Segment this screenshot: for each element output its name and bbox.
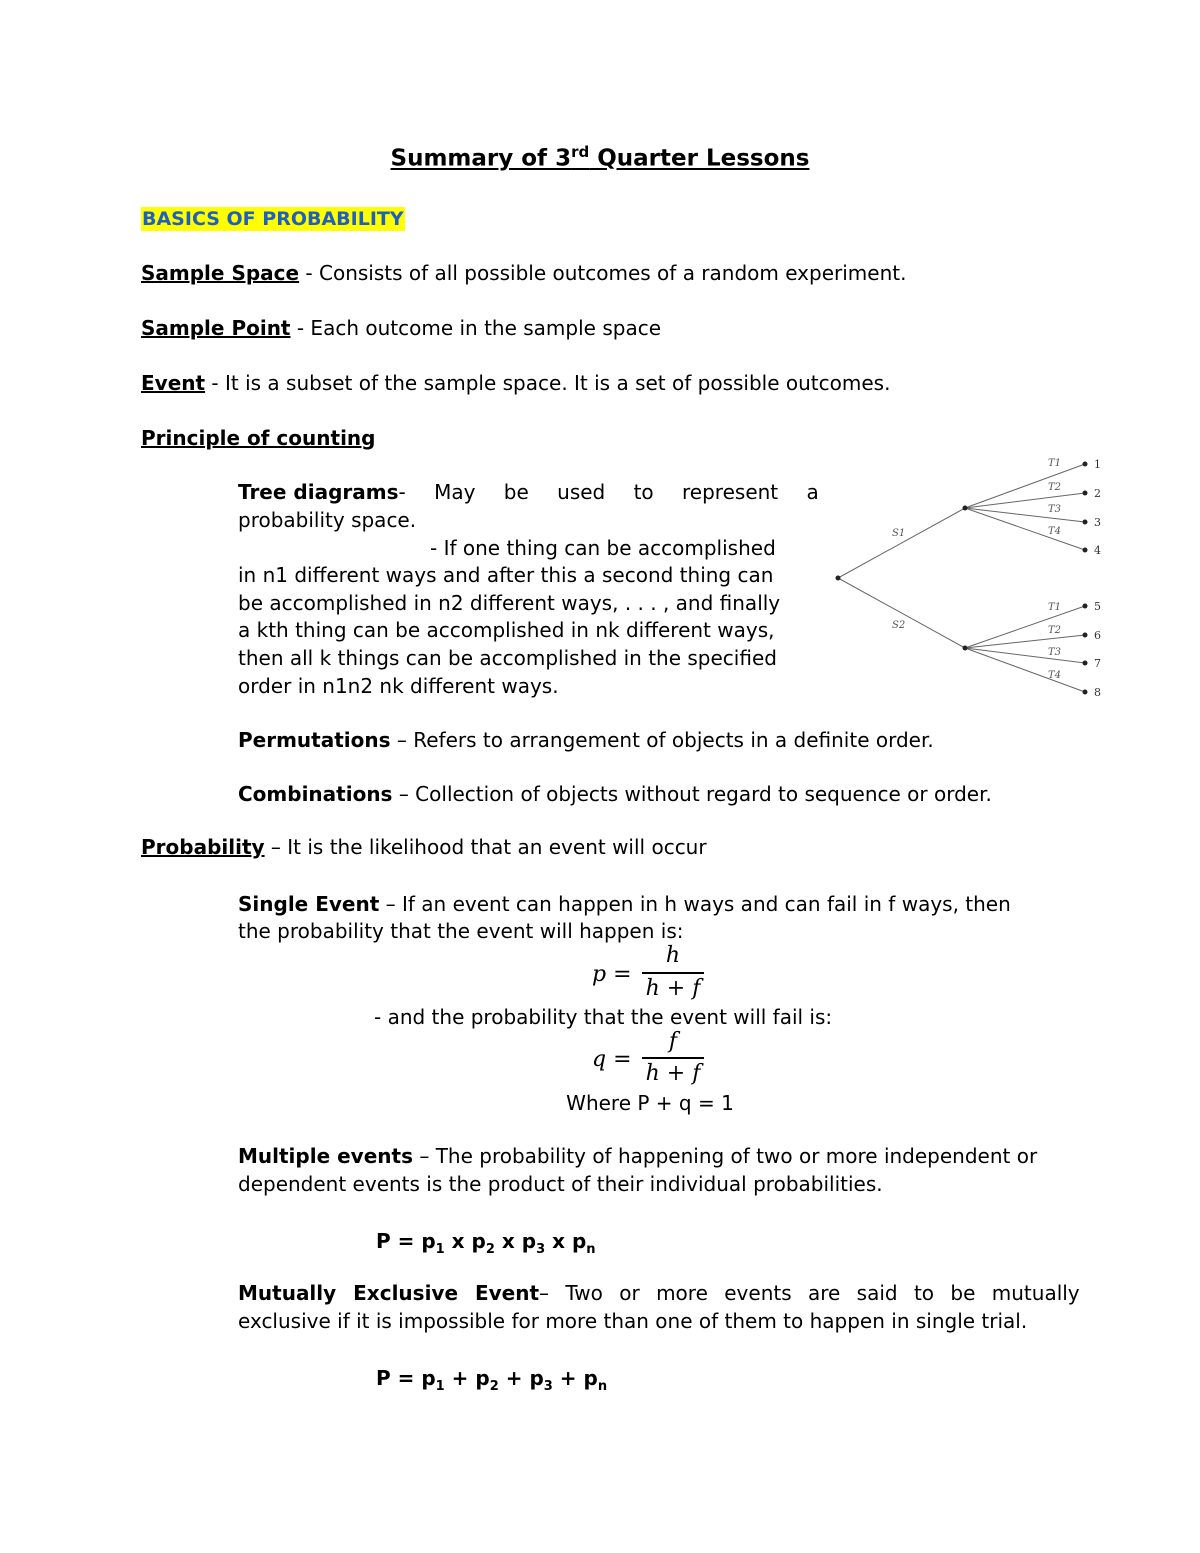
- tree-line4: in n1 different ways and after this a second thing can: [238, 563, 774, 587]
- principle-of-counting-heading: Principle of counting: [141, 426, 376, 450]
- permutations-definition: [238, 726, 934, 754]
- sub-label-t2-bottom: T2: [1048, 625, 1062, 636]
- leaf-label-2: 2: [1094, 487, 1101, 500]
- combinations-definition: [238, 780, 992, 808]
- mutually-exclusive-line1: [238, 1279, 1080, 1307]
- sample-space-text: - Consists of all possible outcomes of a random experiment.: [299, 261, 907, 285]
- p-formula-denominator: h + f: [645, 976, 701, 1001]
- leaf-label-4: 4: [1094, 544, 1101, 557]
- sample-point-definition: [141, 316, 661, 340]
- sample-point-text: - Each outcome in the sample space: [290, 316, 661, 340]
- probability-definition: [141, 835, 707, 859]
- probability-text: – It is the likelihood that an event will occur: [264, 835, 707, 859]
- event-definition: [141, 371, 890, 395]
- p-fraction-bar: [642, 972, 704, 974]
- q-formula-lhs: q =: [592, 1047, 632, 1072]
- multiple-events-formula: $P = p_1$ x $p_2$ x $p_3$ x $p_n$: [376, 1229, 596, 1257]
- term-sample-point: Sample Point: [141, 316, 291, 340]
- tree-line1-text: - May be used to represent a: [398, 480, 819, 504]
- q-formula-numerator: f: [668, 1029, 678, 1054]
- tree-line5: be accomplished in n2 different ways, . . . , and finally: [238, 591, 781, 615]
- permutations-text: – Refers to arrangement of objects in a definite order.: [390, 728, 934, 752]
- term-mutually-exclusive-event: Mutually Exclusive Event: [238, 1281, 540, 1305]
- q-formula-denominator: h + f: [645, 1061, 701, 1086]
- leaf-label-8: 8: [1094, 686, 1101, 699]
- tree-line7: then all k things can be accomplished in the specified: [238, 646, 777, 670]
- leaf-label-5: 5: [1094, 600, 1101, 613]
- fail-text: - and the probability that the event will fail is:: [374, 1005, 833, 1029]
- leaf-label-6: 6: [1094, 629, 1101, 642]
- sub-label-t4-bottom: T4: [1048, 670, 1062, 681]
- q-fraction-bar: [642, 1057, 704, 1059]
- tree-line2: probability space.: [238, 508, 417, 532]
- sub-label-t1-bottom: T1: [1048, 602, 1062, 613]
- branch-label-s2: S2: [892, 620, 906, 631]
- sub-label-t3-bottom: T3: [1048, 647, 1062, 658]
- term-multiple-events: Multiple events: [238, 1144, 413, 1168]
- mutually-exclusive-formula: $P = p_1 + p_2 + p_3 + p_n$: [376, 1366, 608, 1394]
- tree-line6: a kth thing can be accomplished in nk different ways,: [238, 618, 775, 642]
- mutually-exclusive-text: – Two or more events are said to be mutually: [539, 1281, 1080, 1305]
- tree-diagrams-line1: [238, 478, 819, 506]
- branch-label-s1: S1: [892, 528, 906, 539]
- sub-label-t4-top: T4: [1048, 526, 1062, 537]
- page-title: Summary of 3rd Quarter Lessons: [390, 143, 810, 172]
- tree-line3: - If one thing can be accomplished: [430, 536, 776, 560]
- multiple-events-line2: dependent events is the product of their individual probabilities.: [238, 1172, 883, 1196]
- where-text: Where P + q = 1: [566, 1091, 734, 1115]
- term-tree-diagrams: Tree diagrams: [238, 480, 399, 504]
- term-probability: Probability: [141, 835, 265, 859]
- term-permutations: Permutations: [238, 728, 391, 752]
- term-single-event: Single Event: [238, 892, 380, 916]
- p-formula-lhs: p =: [592, 962, 632, 987]
- term-combinations: Combinations: [238, 782, 393, 806]
- combinations-text: – Collection of objects without regard to sequence or order.: [392, 782, 992, 806]
- sample-space-definition: [141, 261, 906, 285]
- term-sample-space: Sample Space: [141, 261, 300, 285]
- single-event-line2: the probability that the event will happen is:: [238, 919, 684, 943]
- sub-label-t2-top: T2: [1048, 482, 1062, 493]
- leaf-label-3: 3: [1094, 516, 1101, 529]
- leaf-label-1: 1: [1094, 458, 1101, 471]
- single-event-text: – If an event can happen in h ways and can fail in f ways, then: [379, 892, 1011, 916]
- tree-line8: order in n1n2 nk different ways.: [238, 674, 559, 698]
- sub-label-t1-top: T1: [1048, 458, 1062, 469]
- event-text: - It is a subset of the sample space. It is a set of possible outcomes.: [205, 371, 891, 395]
- p-formula-numerator: h: [665, 943, 681, 968]
- single-event-line1: [238, 890, 1011, 918]
- section-heading: BASICS OF PROBABILITY: [142, 208, 404, 230]
- multiple-events-text: – The probability of happening of two or more independent or: [412, 1144, 1038, 1168]
- leaf-label-7: 7: [1094, 657, 1101, 670]
- term-event: Event: [141, 371, 206, 395]
- multiple-events-line1: [238, 1142, 1037, 1170]
- sub-label-t3-top: T3: [1048, 504, 1062, 515]
- tree-diagram: [820, 448, 1110, 708]
- mutually-exclusive-line2: exclusive if it is impossible for more than one of them to happen in single trial.: [238, 1309, 1028, 1333]
